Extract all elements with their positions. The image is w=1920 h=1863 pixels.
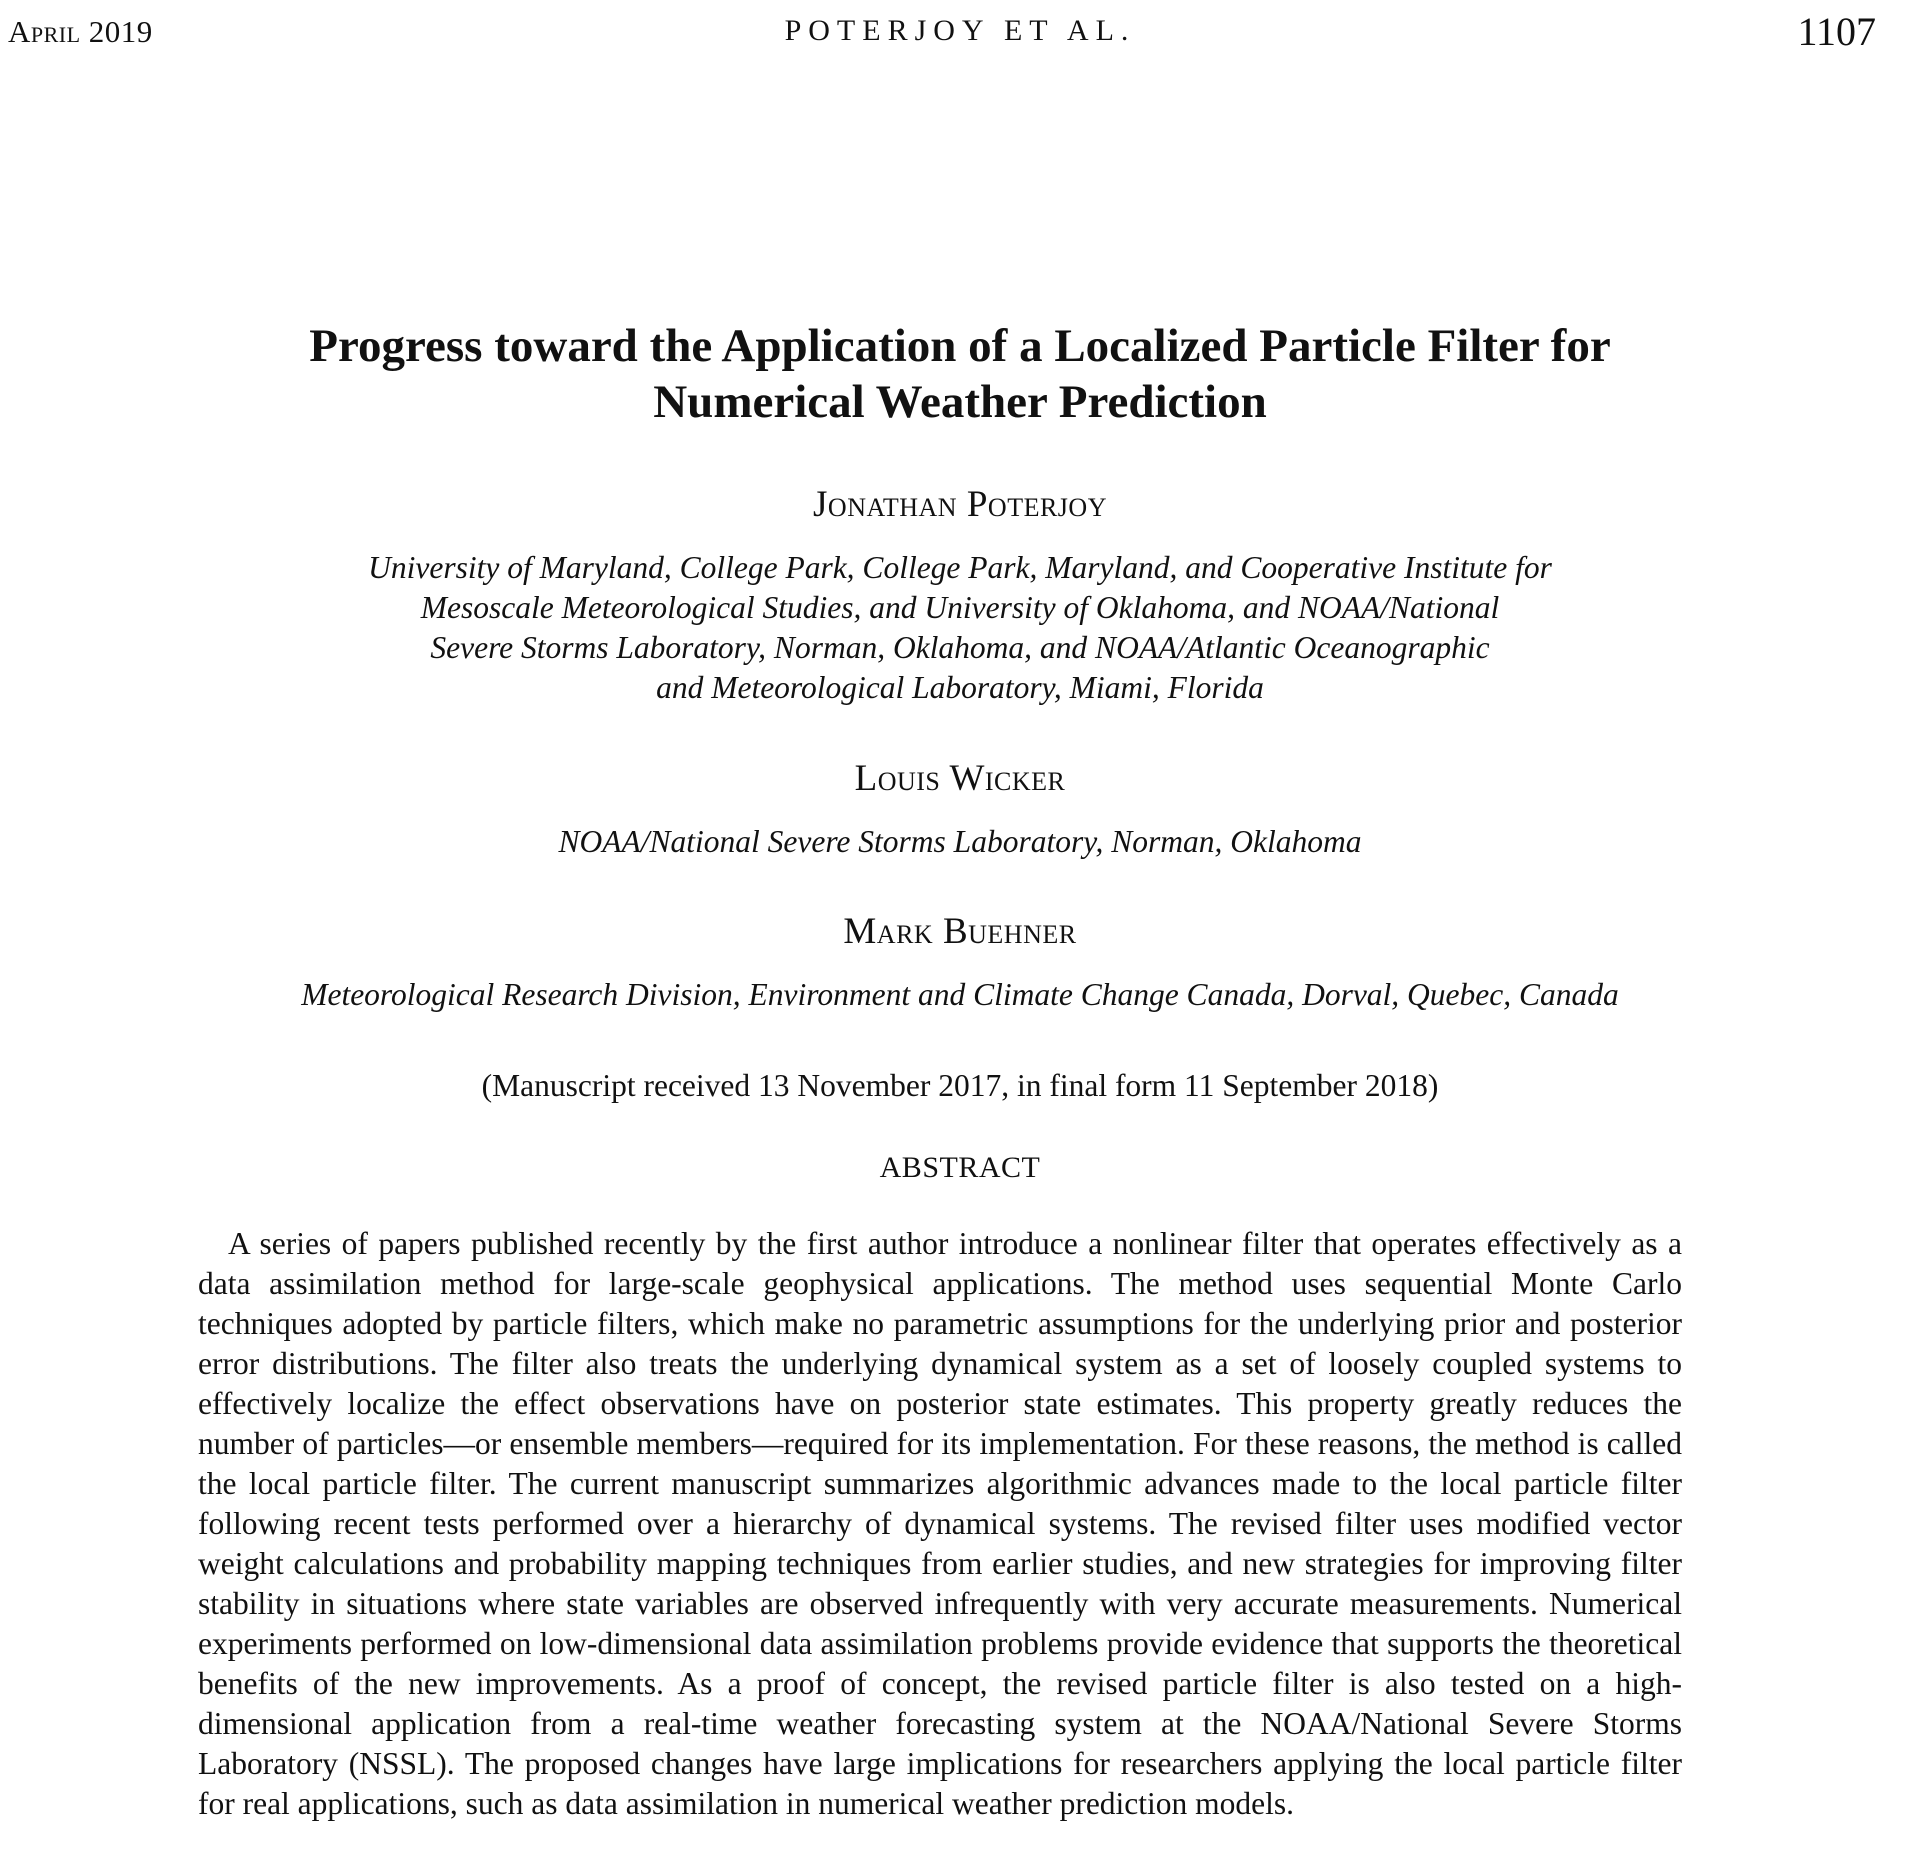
affiliation-line: Severe Storms Laboratory, Norman, Oklahoma, and NOAA/Atlantic Oceanographic: [430, 630, 1490, 665]
author-affiliation: [160, 548, 1760, 708]
affiliation-line: NOAA/National Severe Storms Laboratory, Norman, Oklahoma: [558, 824, 1362, 859]
manuscript-received-note: (Manuscript received 13 November 2017, in final form 11 September 2018): [481, 1068, 1439, 1103]
author-affiliation: [160, 975, 1760, 1015]
paper-title-line: Numerical Weather Prediction: [653, 376, 1267, 428]
affiliation-line: Meteorological Research Division, Environment and Climate Change Canada, Dorval, Quebec, Canada: [301, 977, 1619, 1012]
abstract-heading: ABSTRACT: [879, 1151, 1041, 1184]
paper-title-line: Progress toward the Application of a Localized Particle Filter for: [309, 320, 1611, 372]
page-number: 1107: [1797, 9, 1876, 54]
abstract-text: A series of papers published recently by the first author introduce a nonlinear filter that operates effectively as a data assimilation method for large-scale geophysical applications. The method uses sequential Monte Carlo techniques adopted by particle filters, which make no parametric assumptions for the underlying prior and posterior error distributions. The filter also treats the underlying dynamical system as a set of loosely coupled systems to effectively localize the effect observations have on posterior state estimates. This property greatly reduces the number of particles—or ensemble members—required for its implementation. For these reasons, the method is called the local particle filter. The current manuscript summarizes algorithmic advances made to the local particle filter following recent tests performed over a hierarchy of dynamical systems. The revised filter uses modified vector weight calculations and probability mapping techniques from earlier studies, and new strategies for improving filter stability in situations where state variables are observed infrequently with very accurate measurements. Numerical experiments performed on low-dimensional data assimilation problems provide evidence that supports the theoretical benefits of the new improvements. As a proof of concept, the revised particle filter is also tested on a high-dimensional application from a real-time weather forecasting system at the NOAA/National Severe Storms Laboratory (NSSL). The proposed changes have large implications for researchers applying the local particle filter for real applications, such as data assimilation in numerical weather prediction models.: [198, 1226, 1682, 1821]
running-head: [0, 8, 1920, 52]
journal-date: April 2019: [8, 14, 153, 49]
affiliation-line: and Meteorological Laboratory, Miami, Florida: [656, 670, 1264, 705]
author-affiliation: [160, 822, 1760, 862]
running-head-authors: POTERJOY ET AL.: [784, 14, 1136, 47]
paper-title: [160, 318, 1760, 430]
author-name: Jonathan Poterjoy: [813, 484, 1107, 525]
author-name: Mark Buehner: [843, 911, 1077, 952]
affiliation-line: University of Maryland, College Park, College Park, Maryland, and Cooperative Institute for: [368, 550, 1552, 585]
author-name: Louis Wicker: [854, 758, 1066, 799]
affiliation-line: Mesoscale Meteorological Studies, and University of Oklahoma, and NOAA/National: [420, 590, 1500, 625]
